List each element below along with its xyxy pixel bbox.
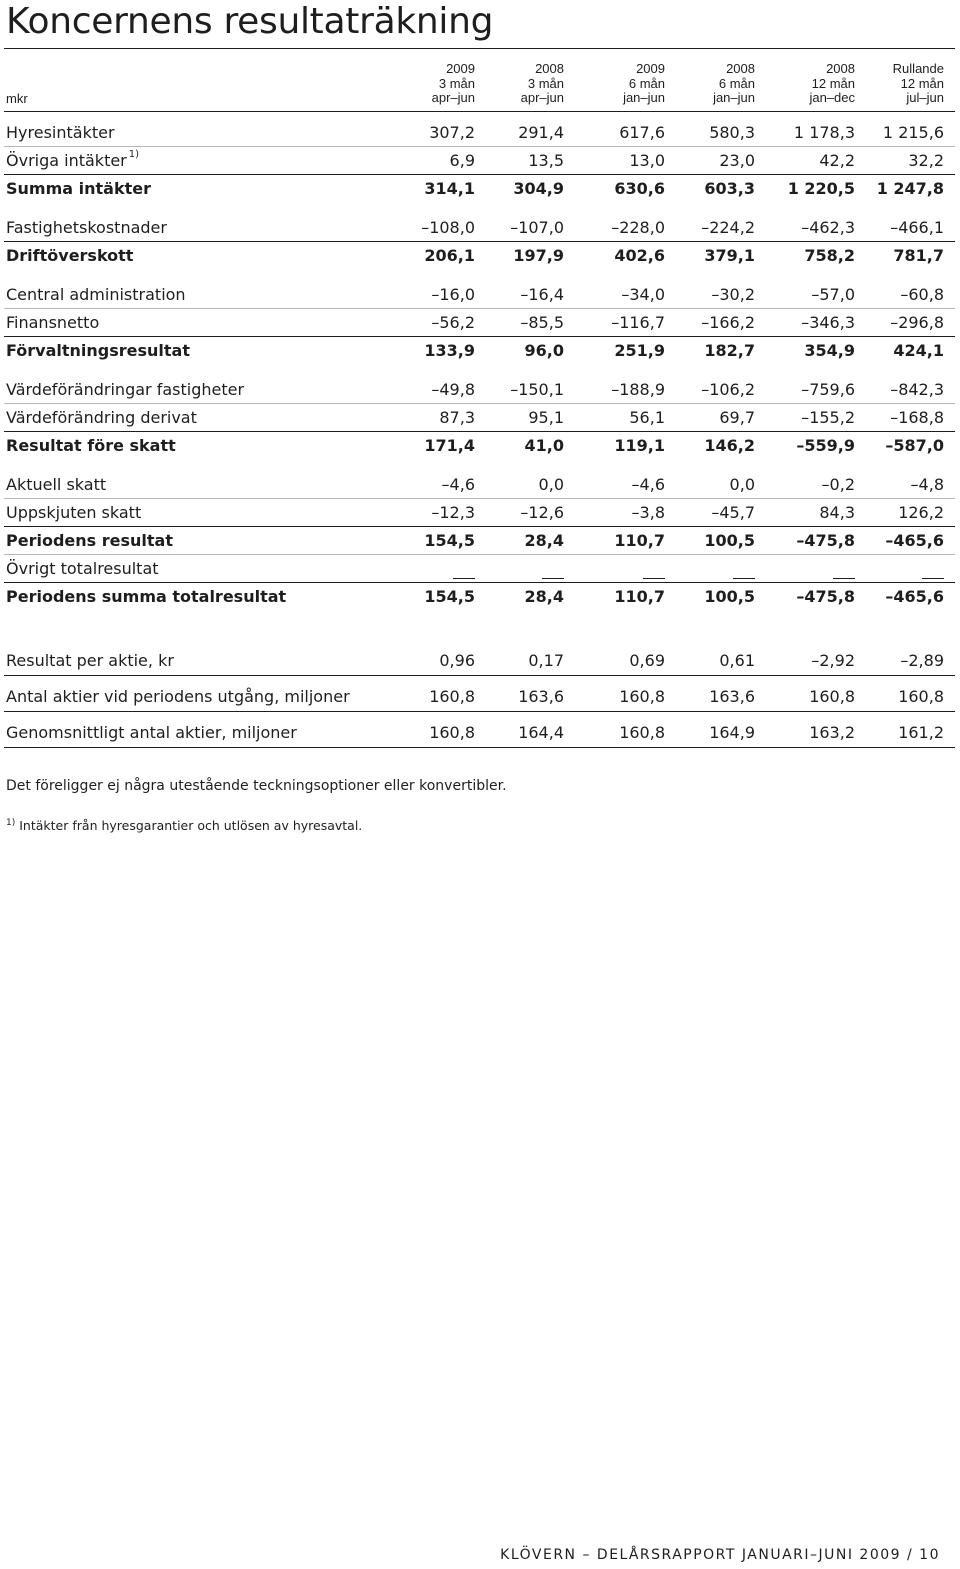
empty-value-dash	[542, 578, 564, 579]
column-header-range: apr–jun	[520, 90, 564, 105]
row-label	[6, 408, 197, 427]
cell-value: 160,8	[429, 723, 475, 742]
unit-label: mkr	[6, 91, 28, 106]
row-label	[6, 285, 186, 304]
column-header	[809, 62, 855, 106]
cell-value: –116,7	[611, 313, 665, 332]
column-header-range: jan–dec	[809, 90, 855, 105]
row-label	[6, 475, 106, 494]
header-rule	[4, 111, 955, 112]
cell-value: 251,9	[614, 341, 665, 360]
row-label-text: Värdeförändring derivat	[6, 408, 197, 427]
cell-value: 206,1	[424, 246, 475, 265]
table-row	[4, 556, 955, 583]
cell-value: –45,7	[711, 503, 755, 522]
row-label	[6, 587, 286, 606]
cell-value: 354,9	[804, 341, 855, 360]
column-header-range: jul–jun	[906, 90, 944, 105]
table-row	[4, 148, 955, 175]
cell-value: –559,9	[796, 436, 855, 455]
cell-value: 182,7	[704, 341, 755, 360]
cell-value: 84,3	[819, 503, 855, 522]
cell-value: 0,96	[439, 651, 475, 670]
cell-value: 0,61	[719, 651, 755, 670]
table-row	[4, 528, 955, 555]
column-header-period: 6 mån	[718, 75, 755, 91]
empty-value-dash	[453, 578, 475, 579]
table-row	[4, 243, 955, 269]
cell-value: –3,8	[631, 503, 665, 522]
table-row	[4, 310, 955, 337]
cell-value: 304,9	[513, 179, 564, 198]
row-label-text: Uppskjuten skatt	[6, 503, 142, 522]
row-label-text: Summa intäkter	[6, 179, 151, 198]
cell-value: 110,7	[614, 587, 665, 606]
cell-value: –12,3	[431, 503, 475, 522]
column-header-range: apr–jun	[431, 90, 475, 105]
footnote-text: Intäkter från hyresgarantier och utlösen av hyresavtal.	[19, 818, 363, 833]
cell-value: –155,2	[801, 408, 855, 427]
cell-value: –466,1	[890, 218, 944, 237]
row-label-text: Förvaltningsresultat	[6, 341, 190, 360]
cell-value: 154,5	[424, 587, 475, 606]
cell-value: 28,4	[524, 531, 564, 550]
cell-value: 154,5	[424, 531, 475, 550]
column-header-year: 2009	[636, 61, 665, 76]
cell-value: –57,0	[811, 285, 855, 304]
cell-value: 163,6	[518, 687, 564, 706]
cell-value: 13,5	[528, 151, 564, 170]
footnote	[6, 818, 362, 833]
cell-value: 1 247,8	[876, 179, 944, 198]
cell-value: 28,4	[524, 587, 564, 606]
column-header	[713, 62, 755, 106]
cell-value: 160,8	[898, 687, 944, 706]
cell-value: 1 220,5	[787, 179, 855, 198]
column-header-period: 6 mån	[628, 75, 665, 91]
table-row	[4, 215, 955, 242]
cell-value: 197,9	[513, 246, 564, 265]
row-label-text: Aktuell skatt	[6, 475, 107, 494]
cell-value: 56,1	[629, 408, 665, 427]
column-header-range: jan–jun	[623, 90, 665, 105]
row-label-text: Resultat per aktie, kr	[6, 651, 174, 670]
empty-value-dash	[833, 578, 855, 579]
table-row	[4, 282, 955, 309]
row-label	[6, 651, 174, 670]
cell-value: –462,3	[801, 218, 855, 237]
cell-value: 603,3	[704, 179, 755, 198]
column-header	[893, 62, 944, 106]
cell-value: 160,8	[619, 723, 665, 742]
cell-value: –4,6	[631, 475, 665, 494]
cell-value: 110,7	[614, 531, 665, 550]
cell-value: 95,1	[528, 408, 564, 427]
cell-value: –49,8	[431, 380, 475, 399]
cell-value: 146,2	[704, 436, 755, 455]
row-label	[6, 123, 115, 142]
cell-value: 42,2	[819, 151, 855, 170]
footnote-marker: 1)	[6, 818, 16, 828]
table-row	[4, 176, 955, 202]
table-row	[4, 120, 955, 147]
column-header-year: 2009	[446, 61, 475, 76]
cell-value: 126,2	[898, 503, 944, 522]
cell-value: –465,6	[885, 531, 944, 550]
cell-value: –150,1	[510, 380, 564, 399]
row-label-text: Fastighetskostnader	[6, 218, 167, 237]
page-title: Koncernens resultaträkning	[6, 1, 494, 42]
cell-value: 0,69	[629, 651, 665, 670]
cell-value: 291,4	[518, 123, 564, 142]
cell-value: –12,6	[520, 503, 564, 522]
cell-value: –16,4	[520, 285, 564, 304]
cell-value: 96,0	[524, 341, 564, 360]
row-label-text: Finansnetto	[6, 313, 100, 332]
row-label	[6, 380, 244, 399]
cell-value: 41,0	[524, 436, 564, 455]
row-label	[6, 218, 167, 237]
cell-value: –475,8	[796, 587, 855, 606]
column-header-year: Rullande	[892, 61, 944, 76]
cell-value: –85,5	[520, 313, 564, 332]
cell-value: –34,0	[621, 285, 665, 304]
column-header-period: 12 mån	[811, 75, 855, 91]
cell-value: –759,6	[801, 380, 855, 399]
empty-value-dash	[733, 578, 755, 579]
cell-value: –587,0	[885, 436, 944, 455]
footnote-ref: 1)	[128, 149, 140, 160]
column-header-period: 3 mån	[438, 75, 475, 91]
cell-value: 160,8	[619, 687, 665, 706]
row-label-text: Övrigt totalresultat	[6, 559, 159, 578]
cell-value: –106,2	[701, 380, 755, 399]
cell-value: –4,8	[910, 475, 944, 494]
row-label	[6, 179, 151, 198]
row-label-text: Värdeförändringar fastigheter	[6, 380, 245, 399]
cell-value: –228,0	[611, 218, 665, 237]
cell-value: –2,89	[900, 651, 944, 670]
row-label-text: Genomsnittligt antal aktier, miljoner	[6, 723, 297, 742]
table-row	[4, 500, 955, 527]
cell-value: –4,6	[441, 475, 475, 494]
row-label-text: Resultat före skatt	[6, 436, 176, 455]
table-row	[4, 472, 955, 499]
page-footer: KLÖVERN – DELÅRSRAPPORT JANUARI–JUNI 2009 / 10	[500, 1547, 940, 1563]
cell-value: 1 215,6	[882, 123, 944, 142]
row-label	[6, 151, 139, 170]
cell-value: –168,8	[890, 408, 944, 427]
cell-value: 402,6	[614, 246, 665, 265]
cell-value: 119,1	[614, 436, 665, 455]
cell-value: 164,9	[709, 723, 755, 742]
cell-value: 87,3	[439, 408, 475, 427]
cell-value: 0,17	[528, 651, 564, 670]
table-row	[4, 717, 955, 748]
cell-value: 6,9	[449, 151, 475, 170]
cell-value: –30,2	[711, 285, 755, 304]
cell-value: –346,3	[801, 313, 855, 332]
table-row	[4, 377, 955, 404]
table-row	[4, 681, 955, 712]
table-row	[4, 645, 955, 676]
row-label-text: Driftöverskott	[6, 246, 134, 265]
row-label	[6, 313, 99, 332]
cell-value: –296,8	[890, 313, 944, 332]
column-header-period: 3 mån	[527, 75, 564, 91]
column-header-period: 12 mån	[900, 75, 944, 91]
row-label-text: Övriga intäkter	[6, 151, 127, 170]
row-label	[6, 341, 190, 360]
cell-value: –2,92	[811, 651, 855, 670]
cell-value: 100,5	[704, 531, 755, 550]
cell-value: 100,5	[704, 587, 755, 606]
table-row	[4, 338, 955, 364]
cell-value: –166,2	[701, 313, 755, 332]
cell-value: 163,6	[709, 687, 755, 706]
cell-value: 1 178,3	[793, 123, 855, 142]
row-label-text: Periodens resultat	[6, 531, 173, 550]
cell-value: –842,3	[890, 380, 944, 399]
row-label-text: Central administration	[6, 285, 186, 304]
cell-value: –188,9	[611, 380, 665, 399]
cell-value: –60,8	[900, 285, 944, 304]
column-header	[432, 62, 475, 106]
cell-value: 314,1	[424, 179, 475, 198]
cell-value: –465,6	[885, 587, 944, 606]
cell-value: 13,0	[629, 151, 665, 170]
column-header-range: jan–jun	[713, 90, 755, 105]
note-text: Det föreligger ej några utestående teckningsoptioner eller konvertibler.	[6, 778, 507, 794]
cell-value: 630,6	[614, 179, 665, 198]
cell-value: 163,2	[809, 723, 855, 742]
cell-value: 580,3	[709, 123, 755, 142]
cell-value: –224,2	[701, 218, 755, 237]
row-label	[6, 503, 141, 522]
row-label	[6, 531, 173, 550]
title-rule	[4, 48, 955, 49]
cell-value: 23,0	[719, 151, 755, 170]
row-label	[6, 246, 133, 265]
row-label	[6, 559, 159, 578]
row-label-text: Periodens summa totalresultat	[6, 587, 287, 606]
cell-value: 164,4	[518, 723, 564, 742]
cell-value: 161,2	[898, 723, 944, 742]
cell-value: –16,0	[431, 285, 475, 304]
cell-value: 133,9	[424, 341, 475, 360]
table-row	[4, 433, 955, 459]
cell-value: 307,2	[429, 123, 475, 142]
row-label-text: Antal aktier vid periodens utgång, miljoner	[6, 687, 350, 706]
cell-value: 171,4	[424, 436, 475, 455]
cell-value: 69,7	[719, 408, 755, 427]
cell-value: 0,0	[538, 475, 564, 494]
column-header-year: 2008	[826, 61, 855, 76]
column-header	[521, 62, 564, 106]
column-header-year: 2008	[726, 61, 755, 76]
cell-value: 617,6	[619, 123, 665, 142]
cell-value: 781,7	[893, 246, 944, 265]
row-label-text: Hyresintäkter	[6, 123, 115, 142]
cell-value: 379,1	[704, 246, 755, 265]
cell-value: –0,2	[821, 475, 855, 494]
table-row	[4, 405, 955, 432]
table-row	[4, 584, 955, 610]
cell-value: 32,2	[908, 151, 944, 170]
cell-value: –108,0	[421, 218, 475, 237]
cell-value: 758,2	[804, 246, 855, 265]
column-header	[623, 62, 665, 106]
empty-value-dash	[643, 578, 665, 579]
row-label	[6, 436, 176, 455]
column-header-year: 2008	[535, 61, 564, 76]
cell-value: 424,1	[893, 341, 944, 360]
empty-value-dash	[922, 578, 944, 579]
cell-value: –475,8	[796, 531, 855, 550]
cell-value: –56,2	[431, 313, 475, 332]
cell-value: 160,8	[809, 687, 855, 706]
cell-value: 160,8	[429, 687, 475, 706]
row-label	[6, 687, 350, 706]
row-label	[6, 723, 297, 742]
cell-value: 0,0	[729, 475, 755, 494]
cell-value: –107,0	[510, 218, 564, 237]
